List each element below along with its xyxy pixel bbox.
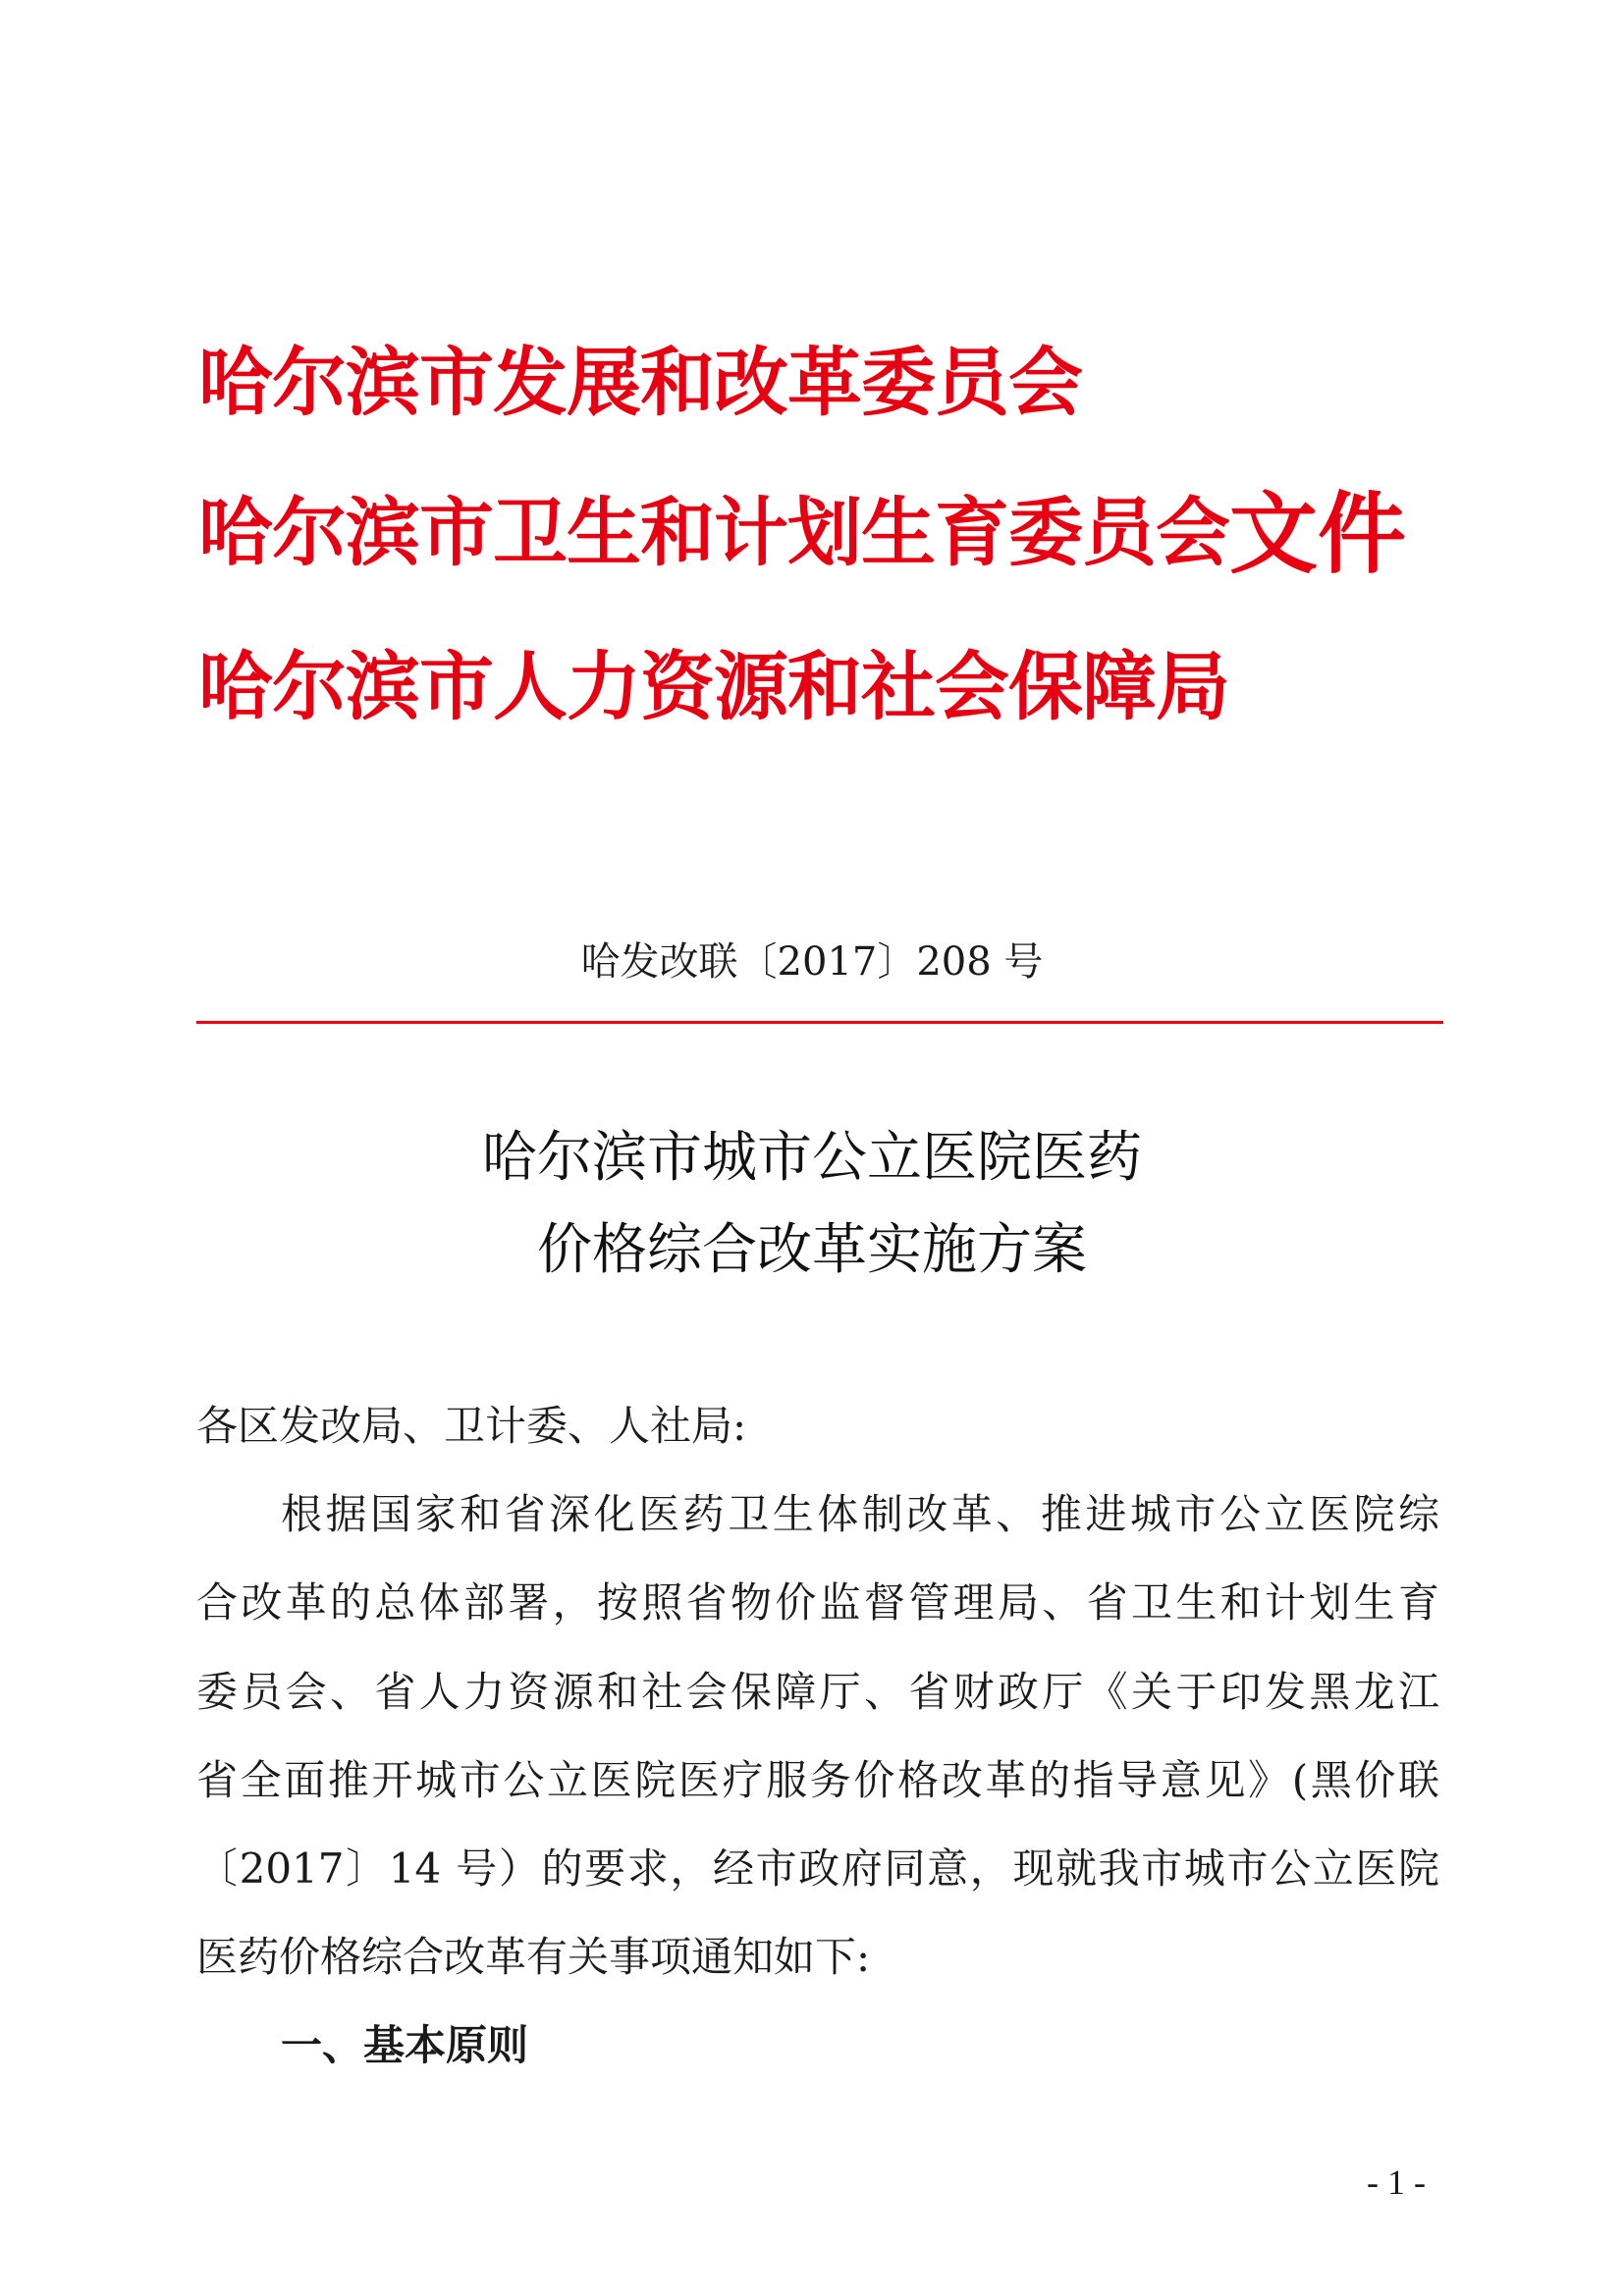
paragraph-line-3: 委员会、省人力资源和社会保障厅、省财政厅《关于印发黑龙江 [196,1668,1439,1716]
issuer-name-3: 哈尔滨市人力资源和社会保障局 [198,643,1229,730]
paragraph-line-6: 医药价格综合改革有关事项通知如下: [196,1933,871,1981]
document-number: 哈发改联〔2017〕208 号 [580,939,1044,985]
document-title-line-1: 哈尔滨市城市公立医院医药 [482,1126,1142,1190]
paragraph-line-1: 根据国家和省深化医药卫生体制改革、推进城市公立医院综 [281,1490,1439,1538]
paragraph-line-4: 省全面推开城市公立医院医疗服务价格改革的指导意见》(黑价联 [196,1756,1439,1804]
issuer-name-1: 哈尔滨市发展和改革委员会 [198,339,1082,426]
paragraph-line-2: 合改革的总体部署，按照省物价监督管理局、省卫生和计划生育 [196,1578,1439,1627]
page-number: - 1 - [1367,2163,1426,2202]
salutation: 各区发改局、卫计委、人社局: [196,1402,747,1450]
document-word: 文件 [1229,483,1406,586]
issuer-name-2: 哈尔滨市卫生和计划生育委员会 [198,489,1229,576]
paragraph-line-5: 〔2017〕14 号）的要求，经市政府同意，现就我市城市公立医院 [196,1844,1439,1893]
document-title-line-2: 价格综合改革实施方案 [537,1218,1087,1282]
red-divider [196,1021,1443,1024]
section-heading: 一、基本原则 [281,2021,529,2069]
